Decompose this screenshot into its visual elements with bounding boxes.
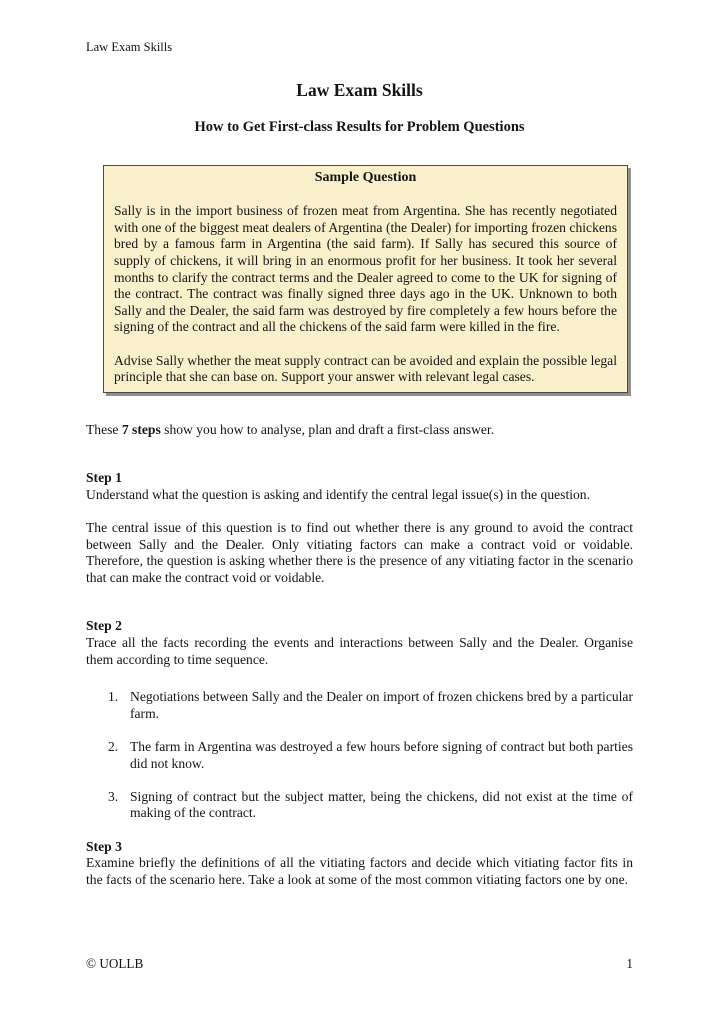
- facts-numbered-list: [86, 689, 633, 822]
- intro-sentence: [86, 422, 633, 439]
- list-item-text: The farm in Argentina was destroyed a few hours before signing of contract but both parties did not know.: [130, 739, 633, 771]
- page-title: Law Exam Skills: [296, 80, 423, 100]
- list-item-number: 3.: [108, 788, 119, 804]
- step-3-body: Examine briefly the definitions of all the vitiating factors and decide which vitiating factor fits in the facts of the scenario here. Take a look at some of the most common vitiating factors one by one.: [86, 855, 633, 887]
- running-header: Law Exam Skills: [86, 40, 173, 54]
- step-1-body: Understand what the question is asking and identify the central legal issue(s) in the question.: [86, 486, 590, 502]
- list-item-number: 1.: [108, 689, 119, 705]
- sample-question-title: Sample Question: [314, 170, 417, 185]
- step-3-heading: Step 3: [86, 838, 122, 854]
- sample-question-scenario: Sally is in the import business of frozen meat from Argentina. She has recently negotiated with one of the biggest meat dealers of Argentina (the Dealer) for importing frozen chickens bred by a famous farm in Argentina (the said farm). If Sally has secured this source of supply of chickens, it will bring in an enormous profit for her business. It took her several months to clarify the contract terms and the Dealer agreed to come to the UK for signing of the contract. The contract was finally signed three days ago in the UK. Unknown to both Sally and the Dealer, the said farm was destroyed by fire completely a few hours before the signing of the contract and all the chickens of the said farm were killed in the fire.: [114, 203, 617, 335]
- list-item-number: 2.: [108, 739, 119, 755]
- step-2-heading: Step 2: [86, 618, 122, 634]
- footer-copyright: © UOLLB: [86, 956, 144, 971]
- footer-page-number: 1: [626, 956, 633, 971]
- list-item: [86, 689, 633, 722]
- list-item-text: Negotiations between Sally and the Dealer on import of frozen chickens bred by a particular farm.: [130, 689, 633, 721]
- step-1-heading: Step 1: [86, 470, 122, 486]
- intro-prefix: These: [86, 421, 122, 437]
- list-item-text: Signing of contract but the subject matter, being the chickens, did not exist at the time of making of the contract.: [130, 788, 633, 821]
- sample-question-box: [103, 165, 628, 393]
- list-item: [86, 739, 633, 772]
- step-1-analysis: The central issue of this question is to find out whether there is any ground to avoid the contract between Sally and the Dealer. Only vitiating factors can make a contract void or voidable. Therefore, the question is asking whether there is the presence of any vitiating factor in the scenario that can make the contract void or voidable.: [86, 520, 633, 585]
- intro-bold-steps-count: 7 steps: [121, 421, 161, 437]
- list-item: [86, 789, 633, 822]
- intro-suffix: show you how to analyse, plan and draft a first-class answer.: [160, 421, 495, 437]
- sample-question-task: Advise Sally whether the meat supply contract can be avoided and explain the possible legal principle that she can base on. Support your answer with relevant legal cases.: [114, 352, 617, 385]
- step-2-body: Trace all the facts recording the events and interactions between Sally and the Dealer. Organise them according to time sequence.: [86, 635, 633, 667]
- page-footer: [86, 956, 633, 972]
- page-subtitle: How to Get First-class Results for Problem Questions: [194, 119, 525, 135]
